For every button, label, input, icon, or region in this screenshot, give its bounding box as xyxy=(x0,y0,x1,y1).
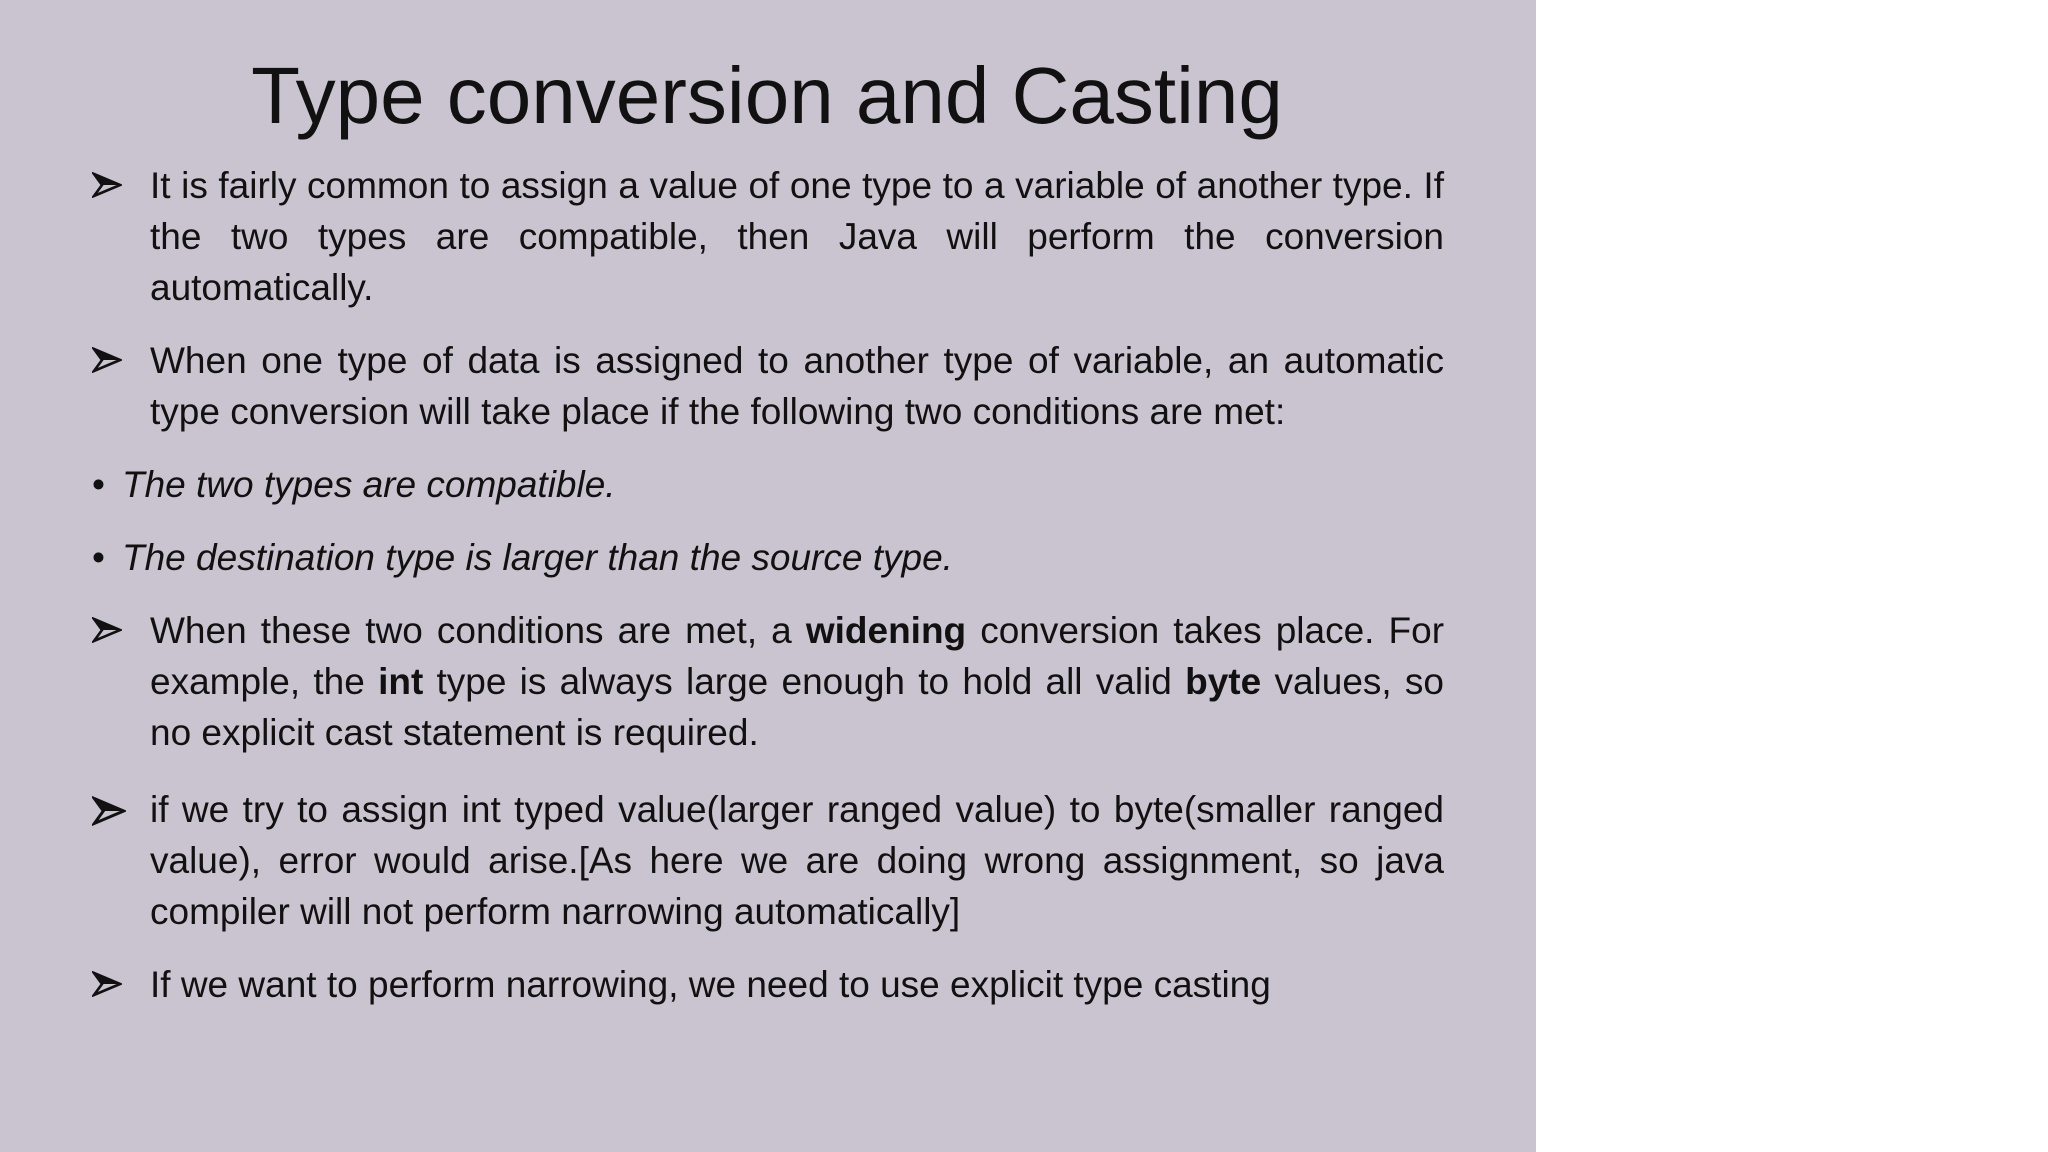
arrow-bullet-icon xyxy=(92,959,150,997)
sub-bullet-text: The destination type is larger than the source type. xyxy=(122,537,953,578)
keyword-byte: byte xyxy=(1185,661,1262,702)
bullet-item-1 xyxy=(92,160,1444,313)
keyword-int: int xyxy=(378,661,424,702)
bullet-text: When one type of data is assigned to another type of variable, an automatic type conversion will take place if the following two conditions are met: xyxy=(150,340,1444,432)
bullet-item-5 xyxy=(92,959,1444,1010)
bullet-item-3 xyxy=(92,605,1444,758)
arrow-bullet-icon xyxy=(92,160,150,198)
slide-content xyxy=(92,160,1444,1010)
bullet-item-2 xyxy=(92,335,1444,437)
arrow-bullet-icon xyxy=(92,784,150,826)
bullet-text: if we try to assign int typed value(larger ranged value) to byte(smaller ranged value), error would arise.[As here we are doing wrong assignment, so java compiler will not perform narrowing automatically] xyxy=(150,789,1444,932)
arrow-bullet-icon xyxy=(92,335,150,373)
dot-bullet-icon: • xyxy=(92,464,105,505)
sub-bullet-item-1 xyxy=(92,459,1444,510)
bullet-text: If we want to perform narrowing, we need to use explicit type casting xyxy=(150,964,1271,1005)
bullet-text: It is fairly common to assign a value of one type to a variable of another type. If the two types are compatible, then Java will perform the conversion automatically. xyxy=(150,165,1444,308)
arrow-bullet-icon xyxy=(92,605,150,643)
sub-bullet-text: The two types are compatible. xyxy=(122,464,616,505)
slide-title: Type conversion and Casting xyxy=(251,51,1283,140)
bullet-text: When these two conditions are met, a widening conversion takes place. For example, the int type is always large enough to hold all valid byte values, so no explicit cast statement is required. xyxy=(150,610,1445,753)
bullet-item-4 xyxy=(92,784,1444,937)
keyword-widening: widening xyxy=(805,610,967,651)
sub-bullet-item-2 xyxy=(92,532,1444,583)
dot-bullet-icon: • xyxy=(92,537,105,578)
